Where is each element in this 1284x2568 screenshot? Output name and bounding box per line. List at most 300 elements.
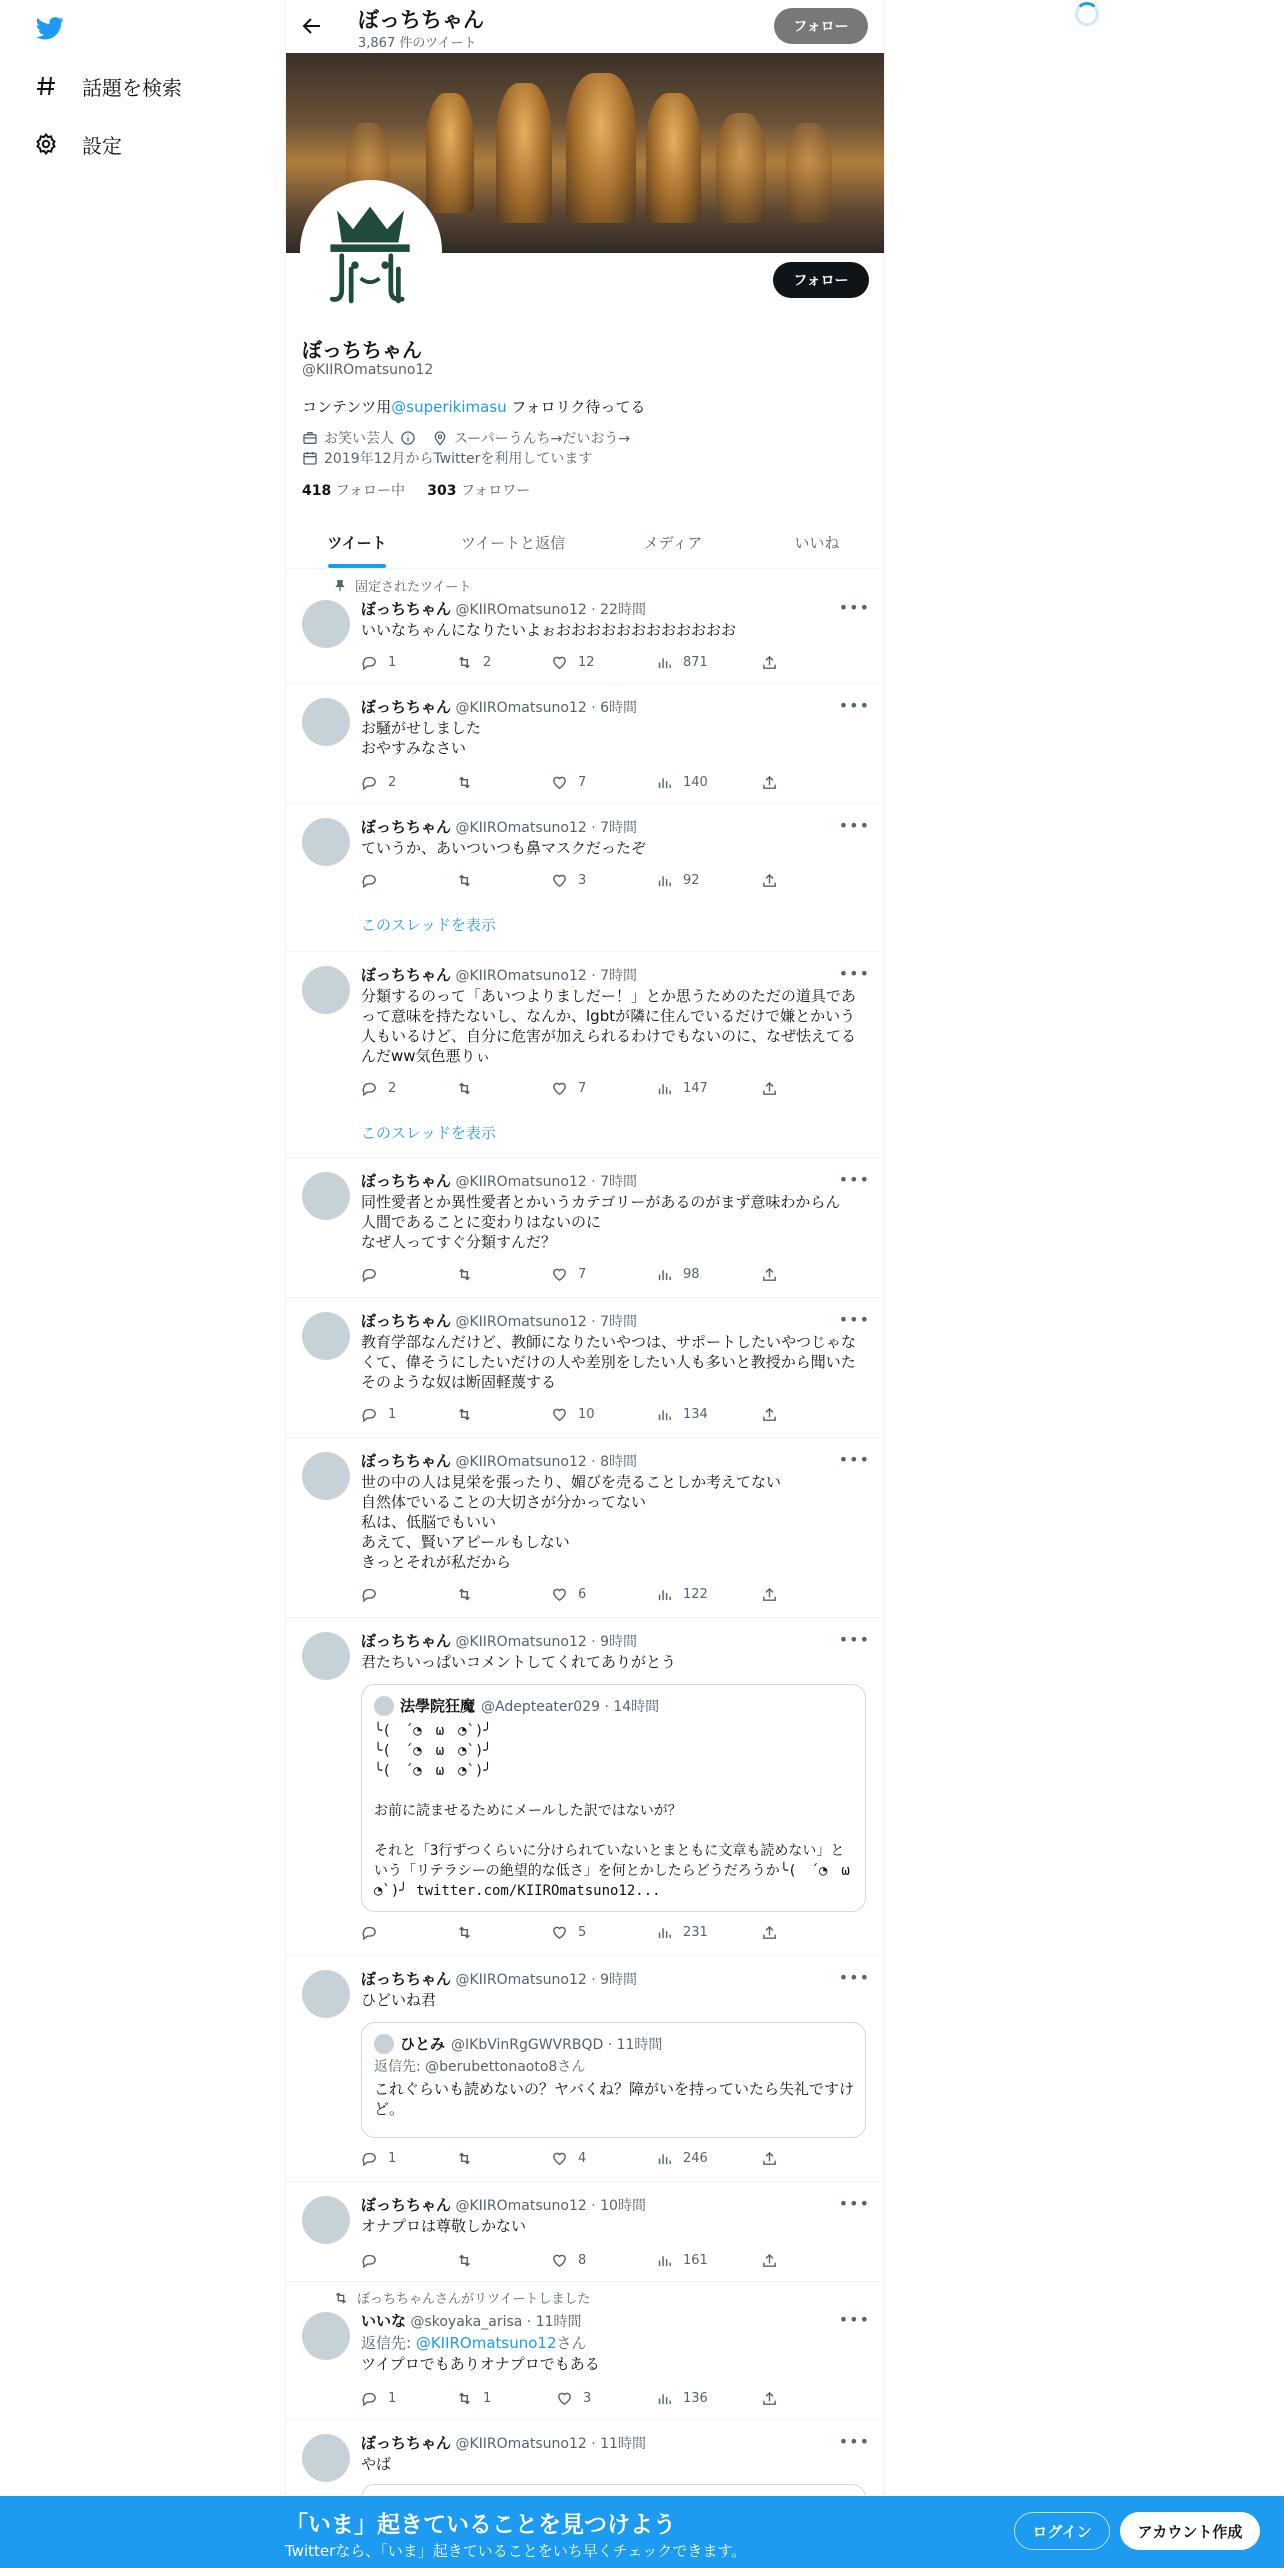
tweet-item[interactable] xyxy=(286,2282,885,2420)
tweet-item[interactable] xyxy=(286,1956,885,2182)
views-button[interactable] xyxy=(656,1584,708,1604)
views-button[interactable] xyxy=(656,1078,708,1098)
tweet-item[interactable] xyxy=(286,684,885,804)
header-name: ぼっちちゃん xyxy=(358,8,484,32)
views-button[interactable] xyxy=(656,1922,708,1942)
tweet-meta: @KIIROmatsuno12 · 6時間 xyxy=(455,700,638,716)
analytics-icon xyxy=(656,1586,673,1603)
tweet-header xyxy=(361,696,637,717)
retweet-icon xyxy=(333,2290,349,2306)
tweet-meta: @KIIROmatsuno12 · 7時間 xyxy=(455,968,638,984)
tweet-author-name[interactable]: ぼっちちゃん xyxy=(361,1632,452,1650)
header-follow-button[interactable]: フォロー xyxy=(774,8,868,44)
reply-to-label: 返信先: xyxy=(361,2334,416,2352)
retweet-icon xyxy=(456,1266,473,1283)
retweet-context xyxy=(333,2288,590,2307)
retweet-context-label[interactable]: ぼっちちゃんさんがリツイートしました xyxy=(357,2292,591,2307)
more-icon[interactable]: ••• xyxy=(838,696,870,715)
view-count: 122 xyxy=(683,1586,708,1602)
view-count: 246 xyxy=(683,2150,708,2166)
tweet-actions xyxy=(361,870,781,890)
tweet-text: やば xyxy=(361,2455,392,2473)
like-button[interactable] xyxy=(551,2250,586,2270)
retweet-button[interactable] xyxy=(456,1584,483,1604)
like-button[interactable] xyxy=(551,1264,586,1284)
pin-icon xyxy=(333,579,347,593)
left-nav xyxy=(0,0,285,2568)
tab-tweets[interactable]: ツイート xyxy=(327,534,387,552)
avatar[interactable] xyxy=(302,966,350,1014)
avatar[interactable] xyxy=(302,1970,350,2018)
tweet-actions xyxy=(361,1078,781,1098)
avatar[interactable] xyxy=(302,698,350,746)
tweet-author-name[interactable]: ぼっちちゃん xyxy=(361,2196,452,2214)
quoted-meta: @IKbVinRgGWVRBQD · 11時間 xyxy=(451,2036,663,2053)
tweet-meta: @KIIROmatsuno12 · 10時間 xyxy=(455,2198,646,2214)
like-button[interactable] xyxy=(551,1404,595,1424)
retweet-icon xyxy=(456,872,473,889)
retweet-count: 1 xyxy=(483,2390,492,2406)
tweet-meta: @skoyaka_arisa · 11時間 xyxy=(410,2314,582,2330)
like-count: 8 xyxy=(578,2252,587,2268)
tweet-meta: @KIIROmatsuno12 · 7時間 xyxy=(455,1174,638,1190)
more-icon[interactable]: ••• xyxy=(838,1310,870,1329)
tweet-header xyxy=(361,2194,646,2215)
show-thread-link[interactable]: このスレッドを表示 xyxy=(361,916,496,934)
twitter-logo-icon[interactable] xyxy=(34,14,66,42)
retweet-button[interactable] xyxy=(456,1922,483,1942)
quoted-tweet[interactable] xyxy=(361,1684,866,1912)
tweet-item[interactable] xyxy=(286,570,885,684)
views-button[interactable] xyxy=(656,870,700,890)
login-button[interactable]: ログイン xyxy=(1014,2512,1110,2550)
avatar[interactable] xyxy=(302,2196,350,2244)
gear-icon xyxy=(34,132,58,156)
crown-face-avatar-icon xyxy=(304,184,438,318)
heart-icon xyxy=(551,774,568,791)
avatar[interactable] xyxy=(302,1172,350,1220)
heart-icon xyxy=(551,1586,568,1603)
heart-icon xyxy=(551,1266,568,1283)
more-icon[interactable]: ••• xyxy=(838,2194,870,2213)
like-button[interactable] xyxy=(551,1078,586,1098)
tweet-author-name[interactable]: ぼっちちゃん xyxy=(361,966,452,984)
share-button[interactable] xyxy=(761,2250,778,2270)
tweet-header xyxy=(361,1310,637,1331)
avatar[interactable] xyxy=(302,818,350,866)
avatar[interactable] xyxy=(302,2312,350,2360)
nav-explore[interactable] xyxy=(34,66,182,106)
tweet-actions xyxy=(361,2250,781,2270)
like-count: 5 xyxy=(578,1924,587,1940)
reply-button[interactable] xyxy=(361,870,388,890)
pinned-label: 固定されたツイート xyxy=(355,580,472,595)
like-button[interactable] xyxy=(551,772,586,792)
reply-icon xyxy=(361,2150,378,2167)
profile-header-bar xyxy=(286,0,885,53)
quoted-meta: @Adepteater029 · 14時間 xyxy=(481,1698,660,1715)
profile-meta-row xyxy=(302,428,630,448)
avatar[interactable] xyxy=(302,600,350,648)
tweet-item[interactable] xyxy=(286,1298,885,1438)
tweet-header xyxy=(361,598,646,619)
tweet-author-name[interactable]: ぼっちちゃん xyxy=(361,1452,452,1470)
share-icon xyxy=(761,654,778,671)
analytics-icon xyxy=(656,1924,673,1941)
analytics-icon xyxy=(656,1406,673,1423)
avatar xyxy=(374,2034,394,2054)
reply-button[interactable] xyxy=(361,1264,388,1284)
tweet-text: オナプロは尊敬しかない xyxy=(361,2217,527,2235)
share-button[interactable] xyxy=(761,1264,778,1284)
tweet-text: 教育学部なんだけど、教師になりたいやつは、サポートしたいやつじゃなくて、偉そうにしたいだけの人や差別をしたい人も多いと教授から聞いたそのような奴は断固軽蔑する xyxy=(361,1333,857,1391)
like-button[interactable] xyxy=(551,870,586,890)
retweet-icon xyxy=(456,2390,473,2407)
like-count: 10 xyxy=(578,1406,595,1422)
quoted-tweet-header xyxy=(374,1695,659,1716)
retweet-icon xyxy=(456,1586,473,1603)
reply-button[interactable] xyxy=(361,2388,396,2408)
tweet-meta: @KIIROmatsuno12 · 22時間 xyxy=(455,602,646,618)
share-button[interactable] xyxy=(761,1078,778,1098)
create-account-button[interactable]: アカウント作成 xyxy=(1120,2512,1260,2550)
calendar-icon xyxy=(302,450,318,466)
active-tab-indicator xyxy=(328,564,386,568)
share-button[interactable] xyxy=(761,870,778,890)
analytics-icon xyxy=(656,1080,673,1097)
heart-icon xyxy=(551,1406,568,1423)
more-icon[interactable]: ••• xyxy=(838,816,870,835)
heart-icon xyxy=(551,2252,568,2269)
share-icon xyxy=(761,1924,778,1941)
like-count: 3 xyxy=(583,2390,592,2406)
like-button[interactable] xyxy=(551,1584,586,1604)
heart-icon xyxy=(551,2150,568,2167)
follow-stats xyxy=(302,480,530,500)
more-icon[interactable]: ••• xyxy=(838,1450,870,1469)
share-button[interactable] xyxy=(761,772,778,792)
reply-icon xyxy=(361,654,378,671)
more-icon[interactable]: ••• xyxy=(838,1170,870,1189)
analytics-icon xyxy=(656,1266,673,1283)
tweet-actions xyxy=(361,772,781,792)
show-thread-link[interactable]: このスレッドを表示 xyxy=(361,1124,496,1142)
retweet-icon xyxy=(456,774,473,791)
tweet-item[interactable] xyxy=(286,1618,885,1956)
tweet-meta: @KIIROmatsuno12 · 8時間 xyxy=(455,1454,638,1470)
back-arrow-icon[interactable] xyxy=(300,14,324,38)
tweet-actions xyxy=(361,1922,781,1942)
retweet-button[interactable] xyxy=(456,1404,483,1424)
view-count: 92 xyxy=(683,872,700,888)
tweet-header xyxy=(361,1968,637,1989)
like-count: 7 xyxy=(578,1080,587,1096)
nav-settings[interactable] xyxy=(34,124,122,164)
heart-icon xyxy=(551,654,568,671)
tweet-author-name[interactable]: ぼっちちゃん xyxy=(361,1970,452,1988)
reply-icon xyxy=(361,1266,378,1283)
avatar[interactable] xyxy=(302,1452,350,1500)
view-count: 161 xyxy=(683,2252,708,2268)
view-count: 140 xyxy=(683,774,708,790)
analytics-icon xyxy=(656,872,673,889)
profile-name: ぼっちちゃん xyxy=(302,338,422,362)
view-count: 98 xyxy=(683,1266,700,1282)
pinned-context xyxy=(333,576,471,595)
briefcase-icon xyxy=(302,430,318,446)
tweet-actions xyxy=(361,652,781,672)
share-icon xyxy=(761,1080,778,1097)
quoted-reply-to: 返信先: @berubettonaoto8さん xyxy=(374,2059,586,2075)
reply-button[interactable] xyxy=(361,652,396,672)
share-button[interactable] xyxy=(761,652,778,672)
tweet-header xyxy=(361,2310,582,2331)
reply-button[interactable] xyxy=(361,1404,396,1424)
tab-media[interactable]: メディア xyxy=(643,534,703,552)
views-button[interactable] xyxy=(656,2250,708,2270)
retweet-button[interactable] xyxy=(456,652,491,672)
tweet-actions xyxy=(361,1264,781,1284)
share-icon xyxy=(761,2390,778,2407)
quoted-tweet[interactable] xyxy=(361,2022,866,2138)
view-count: 871 xyxy=(683,654,708,670)
tweet-text: ていうか、あいついつも鼻マスクだったぞ xyxy=(361,839,647,857)
analytics-icon xyxy=(656,2390,673,2407)
tweet-header xyxy=(361,1450,637,1471)
quoted-text: これぐらいも読めないの？ヤバくね？障がいを持っていたら失礼ですけど。 xyxy=(374,2080,855,2118)
tweet-author-name[interactable]: いいな xyxy=(361,2312,407,2330)
retweet-icon xyxy=(456,1406,473,1423)
views-button[interactable] xyxy=(656,1404,708,1424)
like-count: 7 xyxy=(578,774,587,790)
tweet-actions xyxy=(361,2148,781,2168)
following-label: フォロー中 xyxy=(335,483,405,499)
tweet-author-name[interactable]: ぼっちちゃん xyxy=(361,1172,452,1190)
reply-button[interactable] xyxy=(361,1922,388,1942)
reply-to-link[interactable]: @KIIROmatsuno12 xyxy=(415,2334,557,2352)
like-count: 4 xyxy=(578,2150,587,2166)
view-count: 231 xyxy=(683,1924,708,1940)
share-button[interactable] xyxy=(761,1404,778,1424)
tab-tweets-and-replies[interactable]: ツイートと返信 xyxy=(460,534,566,552)
retweet-button[interactable] xyxy=(456,1078,483,1098)
tweet-text: ツイプロでもありオナプロでもある xyxy=(361,2355,600,2373)
tweet-item[interactable] xyxy=(286,952,885,1158)
tweet-header xyxy=(361,1630,637,1651)
signup-banner-subtitle: Twitterなら、「いま」起きていることをいち早くチェックできます。 xyxy=(285,2542,747,2560)
reply-button[interactable] xyxy=(361,1078,396,1098)
avatar xyxy=(374,1696,394,1716)
reply-button[interactable] xyxy=(361,2148,396,2168)
tweet-author-name[interactable]: ぼっちちゃん xyxy=(361,698,452,716)
tweet-author-name[interactable]: ぼっちちゃん xyxy=(361,600,452,618)
reply-count: 2 xyxy=(388,1080,397,1096)
tweet-text: 世の中の人は見栄を張ったり、媚びを売ることしか考えてない 自然体でいることの大切さが分かってない 私は、低脳でもいい あえて、賢いアピールもしない きっとそれが私だから xyxy=(361,1473,782,1571)
retweet-icon xyxy=(456,1924,473,1941)
reply-button[interactable] xyxy=(361,1584,388,1604)
tweet-header xyxy=(361,2432,646,2453)
tab-likes[interactable]: いいね xyxy=(794,534,840,552)
like-count: 12 xyxy=(578,654,595,670)
tweet-meta: @KIIROmatsuno12 · 7時間 xyxy=(455,1314,638,1330)
tweet-item[interactable] xyxy=(286,804,885,952)
profile-follow-button[interactable]: フォロー xyxy=(773,262,869,298)
tweet-actions xyxy=(361,1404,781,1424)
profile-tabs xyxy=(286,516,885,569)
tweet-item[interactable] xyxy=(286,1438,885,1618)
views-button[interactable] xyxy=(656,772,708,792)
retweet-button[interactable] xyxy=(456,2250,483,2270)
like-count: 6 xyxy=(578,1586,587,1602)
share-icon xyxy=(761,1586,778,1603)
info-icon[interactable] xyxy=(400,430,416,446)
following-link[interactable] xyxy=(302,483,405,499)
like-button[interactable] xyxy=(551,652,595,672)
share-icon xyxy=(761,872,778,889)
reply-to-line xyxy=(361,2332,587,2353)
avatar[interactable] xyxy=(302,1632,350,1680)
views-button[interactable] xyxy=(656,652,708,672)
reply-count: 2 xyxy=(388,774,397,790)
share-icon xyxy=(761,1406,778,1423)
share-button[interactable] xyxy=(761,2148,778,2168)
like-button[interactable] xyxy=(551,1922,586,1942)
retweet-icon xyxy=(456,1080,473,1097)
loading-spinner-icon xyxy=(1075,2,1099,26)
reply-icon xyxy=(361,1406,378,1423)
share-icon xyxy=(761,2252,778,2269)
reply-count: 1 xyxy=(388,2390,397,2406)
reply-count: 1 xyxy=(388,1406,397,1422)
like-button[interactable] xyxy=(551,2148,586,2168)
tweet-text: 君たちいっぱいコメントしてくれてありがとう xyxy=(361,1653,677,1671)
retweet-button[interactable] xyxy=(456,870,483,890)
tweet-header xyxy=(361,816,637,837)
views-button[interactable] xyxy=(656,2148,708,2168)
view-count: 134 xyxy=(683,1406,708,1422)
view-count: 136 xyxy=(683,2390,708,2406)
reply-button[interactable] xyxy=(361,2250,388,2270)
nav-settings-label: 設定 xyxy=(82,133,122,158)
profile-avatar[interactable] xyxy=(300,180,442,322)
like-count: 7 xyxy=(578,1266,587,1282)
like-count: 3 xyxy=(578,872,587,888)
retweet-icon xyxy=(456,2252,473,2269)
share-icon xyxy=(761,1266,778,1283)
retweet-button[interactable] xyxy=(456,772,483,792)
reply-to-suffix: さん xyxy=(556,2334,587,2352)
retweet-icon xyxy=(456,654,473,671)
quoted-author-name: 法學院狂魔 xyxy=(400,1697,476,1715)
more-icon[interactable]: ••• xyxy=(838,964,870,983)
more-icon[interactable]: ••• xyxy=(838,1630,870,1649)
reply-button[interactable] xyxy=(361,772,396,792)
tweet-text: お騒がせしました おやすみなさい xyxy=(361,719,482,757)
retweet-count: 2 xyxy=(483,654,492,670)
analytics-icon xyxy=(656,2150,673,2167)
retweet-button[interactable] xyxy=(456,2148,483,2168)
tweet-item[interactable] xyxy=(286,1158,885,1298)
avatar[interactable] xyxy=(302,2434,350,2482)
reply-icon xyxy=(361,1924,378,1941)
reply-icon xyxy=(361,774,378,791)
reply-icon xyxy=(361,2252,378,2269)
quoted-author-name: ひとみ xyxy=(400,2035,446,2053)
tweet-text: 同性愛者とか異性愛者とかいうカテゴリーがあるのがまず意味わからん 人間であることに変わりはないのに なぜ人ってすぐ分類すんだ？ xyxy=(361,1193,841,1251)
reply-icon xyxy=(361,1586,378,1603)
location-pin-icon xyxy=(432,430,448,446)
profile-joined: 2019年12月からTwitterを利用しています xyxy=(324,451,593,467)
analytics-icon xyxy=(656,774,673,791)
heart-icon xyxy=(551,872,568,889)
heart-icon xyxy=(551,1924,568,1941)
share-button[interactable] xyxy=(761,1922,778,1942)
more-icon[interactable]: ••• xyxy=(838,1968,870,1987)
share-button[interactable] xyxy=(761,2388,778,2408)
profile-joined-row xyxy=(302,448,592,468)
tweet-text: ひどいね君 xyxy=(361,1991,437,2009)
tweet-header xyxy=(361,964,637,985)
view-count: 147 xyxy=(683,1080,708,1096)
profile-handle: @KIIROmatsuno12 xyxy=(302,362,434,378)
tweet-meta: @KIIROmatsuno12 · 9時間 xyxy=(455,1972,638,1988)
followers-count: 303 xyxy=(427,483,457,499)
profile-location: スーパーうんち→だいおう→ xyxy=(454,431,631,447)
quoted-tweet-header xyxy=(374,2033,662,2054)
views-button[interactable] xyxy=(656,1264,700,1284)
following-count: 418 xyxy=(302,483,332,499)
tweet-text: 分類するのって「あいつよりましだー！」とか思うためのただの道具であって意味を持たないし、なんか、lgbtが隣に住んでいるだけで嫌とかいう人もいるけど、自分に危害が加えられるわけでもないのに、なぜ怯えてるんだww気色悪りぃ xyxy=(361,987,857,1065)
tweet-item[interactable] xyxy=(286,2182,885,2282)
bio-text: コンテンツ用 xyxy=(302,398,392,416)
signup-banner-title: 「いま」起きていることを見つけよう xyxy=(285,2512,676,2538)
views-button[interactable] xyxy=(656,2388,708,2408)
tweet-actions xyxy=(361,2388,781,2408)
reply-icon xyxy=(361,2390,378,2407)
bio-text-suffix: フォロリク待ってる xyxy=(506,398,646,416)
tweet-meta: @KIIROmatsuno12 · 9時間 xyxy=(455,1634,638,1650)
quoted-text: ╰( ´◔ ω ◔`)╯ ╰( ´◔ ω ◔`)╯ ╰( ´◔ ω ◔`)╯ お前に読ませるためにメールした訳ではないが？ それと「3行ずつくらいに分けられていないとまともに文章も読めない」という「リテラシーの絶望的な低さ」を何とかしたらどうだろうか╰( ´◔ ω ◔`)╯ twitter.com/KIIROmatsuno12... xyxy=(374,1723,850,1899)
tweet-author-name[interactable]: ぼっちちゃん xyxy=(361,818,452,836)
retweet-button[interactable] xyxy=(456,2388,491,2408)
reply-icon xyxy=(361,872,378,889)
profile-category: お笑い芸人 xyxy=(324,431,394,447)
profile-column xyxy=(285,0,885,2568)
followers-label: フォロワー xyxy=(460,483,531,499)
tweet-author-name[interactable]: ぼっちちゃん xyxy=(361,1312,452,1330)
analytics-icon xyxy=(656,654,673,671)
followers-link[interactable] xyxy=(427,483,530,499)
share-button[interactable] xyxy=(761,1584,778,1604)
like-button[interactable] xyxy=(556,2388,591,2408)
heart-icon xyxy=(551,1080,568,1097)
more-icon[interactable]: ••• xyxy=(838,598,870,617)
bio-mention-link[interactable]: @superikimasu xyxy=(391,398,507,416)
retweet-button[interactable] xyxy=(456,1264,483,1284)
heart-icon xyxy=(556,2390,573,2407)
more-icon[interactable]: ••• xyxy=(838,2432,870,2451)
more-icon[interactable]: ••• xyxy=(838,2310,870,2329)
hashtag-icon xyxy=(34,74,58,98)
tweet-actions xyxy=(361,1584,781,1604)
profile-bio xyxy=(302,396,645,417)
reply-count: 1 xyxy=(388,654,397,670)
tweet-author-name[interactable]: ぼっちちゃん xyxy=(361,2434,452,2452)
signup-banner xyxy=(0,2496,1284,2568)
avatar[interactable] xyxy=(302,1312,350,1360)
tweet-text: いいなちゃんになりたいよぉおおおおおおおおおおおお xyxy=(361,621,737,639)
share-icon xyxy=(761,774,778,791)
